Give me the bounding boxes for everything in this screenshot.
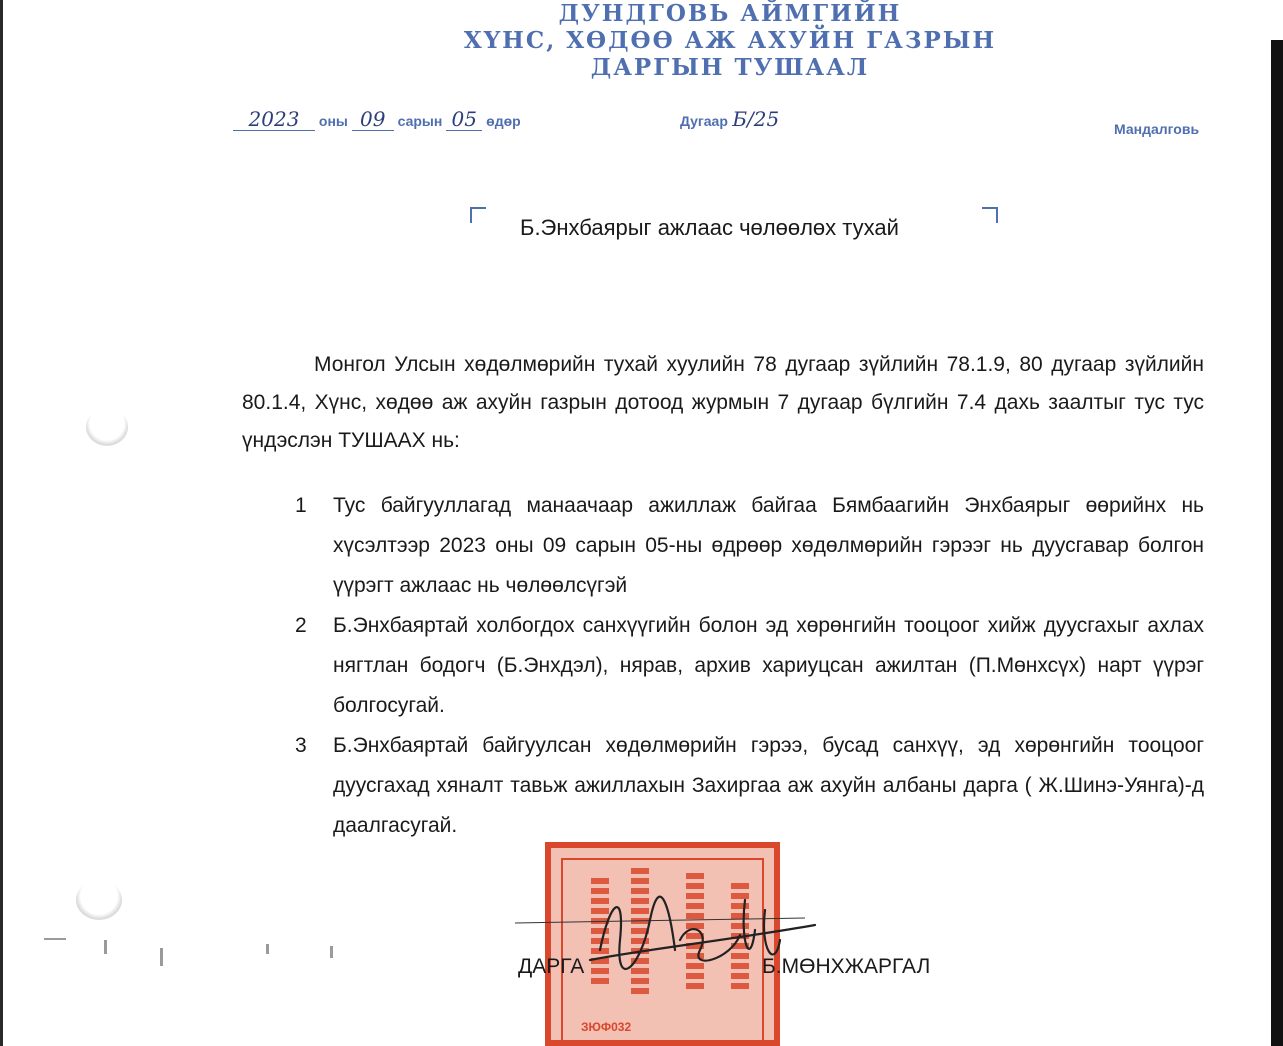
order-item-number: 2 — [295, 614, 307, 637]
scan-mark — [160, 948, 163, 966]
order-item — [295, 726, 1204, 846]
order-item-text: Б.Энхбаяртай холбогдох санхүүгийн болон эд хөрөнгийн тооцоог хийж дуусгахыг ахлах нягтлан бодогч (Б.Энхдэл), нярав, архив хариуцсан ажилтан (П.Мөнхсүх) нарт үүрэг болгосугай. — [333, 614, 1204, 717]
date-day: 05 — [446, 108, 482, 131]
date-line — [233, 108, 521, 131]
letterhead — [400, 0, 1060, 81]
order-number — [680, 108, 780, 130]
subject-corner-left — [470, 207, 486, 223]
scan-edge-right — [1271, 40, 1283, 1046]
scan-mark — [266, 944, 269, 954]
signatory-name: Б.МӨНХЖАРГАЛ — [762, 955, 931, 978]
subject-corner-right — [982, 207, 998, 223]
scan-mark — [104, 940, 107, 954]
signatory-title: ДАРГА — [518, 955, 585, 978]
place: Мандалговь — [1114, 121, 1200, 137]
date-month: 09 — [352, 108, 394, 131]
scan-mark — [44, 938, 66, 940]
preamble-text: Монгол Улсын хөдөлмөрийн тухай хуулийн 78 дугаар зүйлийн 78.1.9, 80 дугаар зүйлийн 80.1.4, Хүнс, хөдөө аж ахуйн газрын дотоод журмын 7 дугаар бүлгийн 7.4 дахь заалтыг тус тус үндэслэн ТУШААХ нь: — [242, 353, 1204, 452]
order-item-number: 3 — [295, 734, 307, 757]
stamp-text: ЗЮФ032 — [581, 1020, 632, 1034]
date-year-suffix: оны — [318, 113, 348, 129]
punch-hole-upper — [86, 408, 128, 446]
date-month-suffix: сарын — [397, 113, 443, 129]
letterhead-line-1: ДУНДГОВЬ АЙМГИЙН — [558, 0, 902, 27]
subject-title: Б.Энхбаярыг ажлаас чөлөөлөх тухай — [520, 215, 899, 240]
order-item — [295, 486, 1204, 606]
date-day-suffix: өдөр — [486, 113, 521, 129]
order-item — [295, 606, 1204, 726]
order-number-value: Б/25 — [732, 107, 780, 131]
order-items — [295, 486, 1204, 846]
scan-mark — [330, 946, 333, 958]
scan-edge-left — [0, 0, 3, 1046]
letterhead-line-2: ХҮНС, ХӨДӨӨ АЖ АХУЙН ГАЗРЫН — [463, 27, 997, 54]
order-item-text: Тус байгууллагад манаачаар ажиллаж байгаа Бямбаагийн Энхбаярыг өөрийнх нь хүсэлтээр 2023 оны 09 сарын 05-ны өдрөөр хөдөлмөрийн гэрээг нь дуусгавар болгон үүрэгт ажлаас нь чөлөөлсүгэй — [333, 494, 1204, 597]
order-item-text: Б.Энхбаяртай байгуулсан хөдөлмөрийн гэрээ, бусад санхүү, эд хөрөнгийн тооцоог дуусгахад хяналт тавьж ажиллахын Захиргаа аж ахуйн албаны дарга ( Ж.Шинэ-Уянга)-д даалгасугай. — [333, 734, 1204, 837]
order-item-number: 1 — [295, 494, 307, 517]
date-year: 2023 — [233, 108, 315, 131]
punch-hole-lower — [76, 880, 122, 920]
letterhead-line-3: ДАРГЫН ТУШААЛ — [590, 54, 870, 81]
order-number-label: Дугаар — [680, 113, 728, 129]
